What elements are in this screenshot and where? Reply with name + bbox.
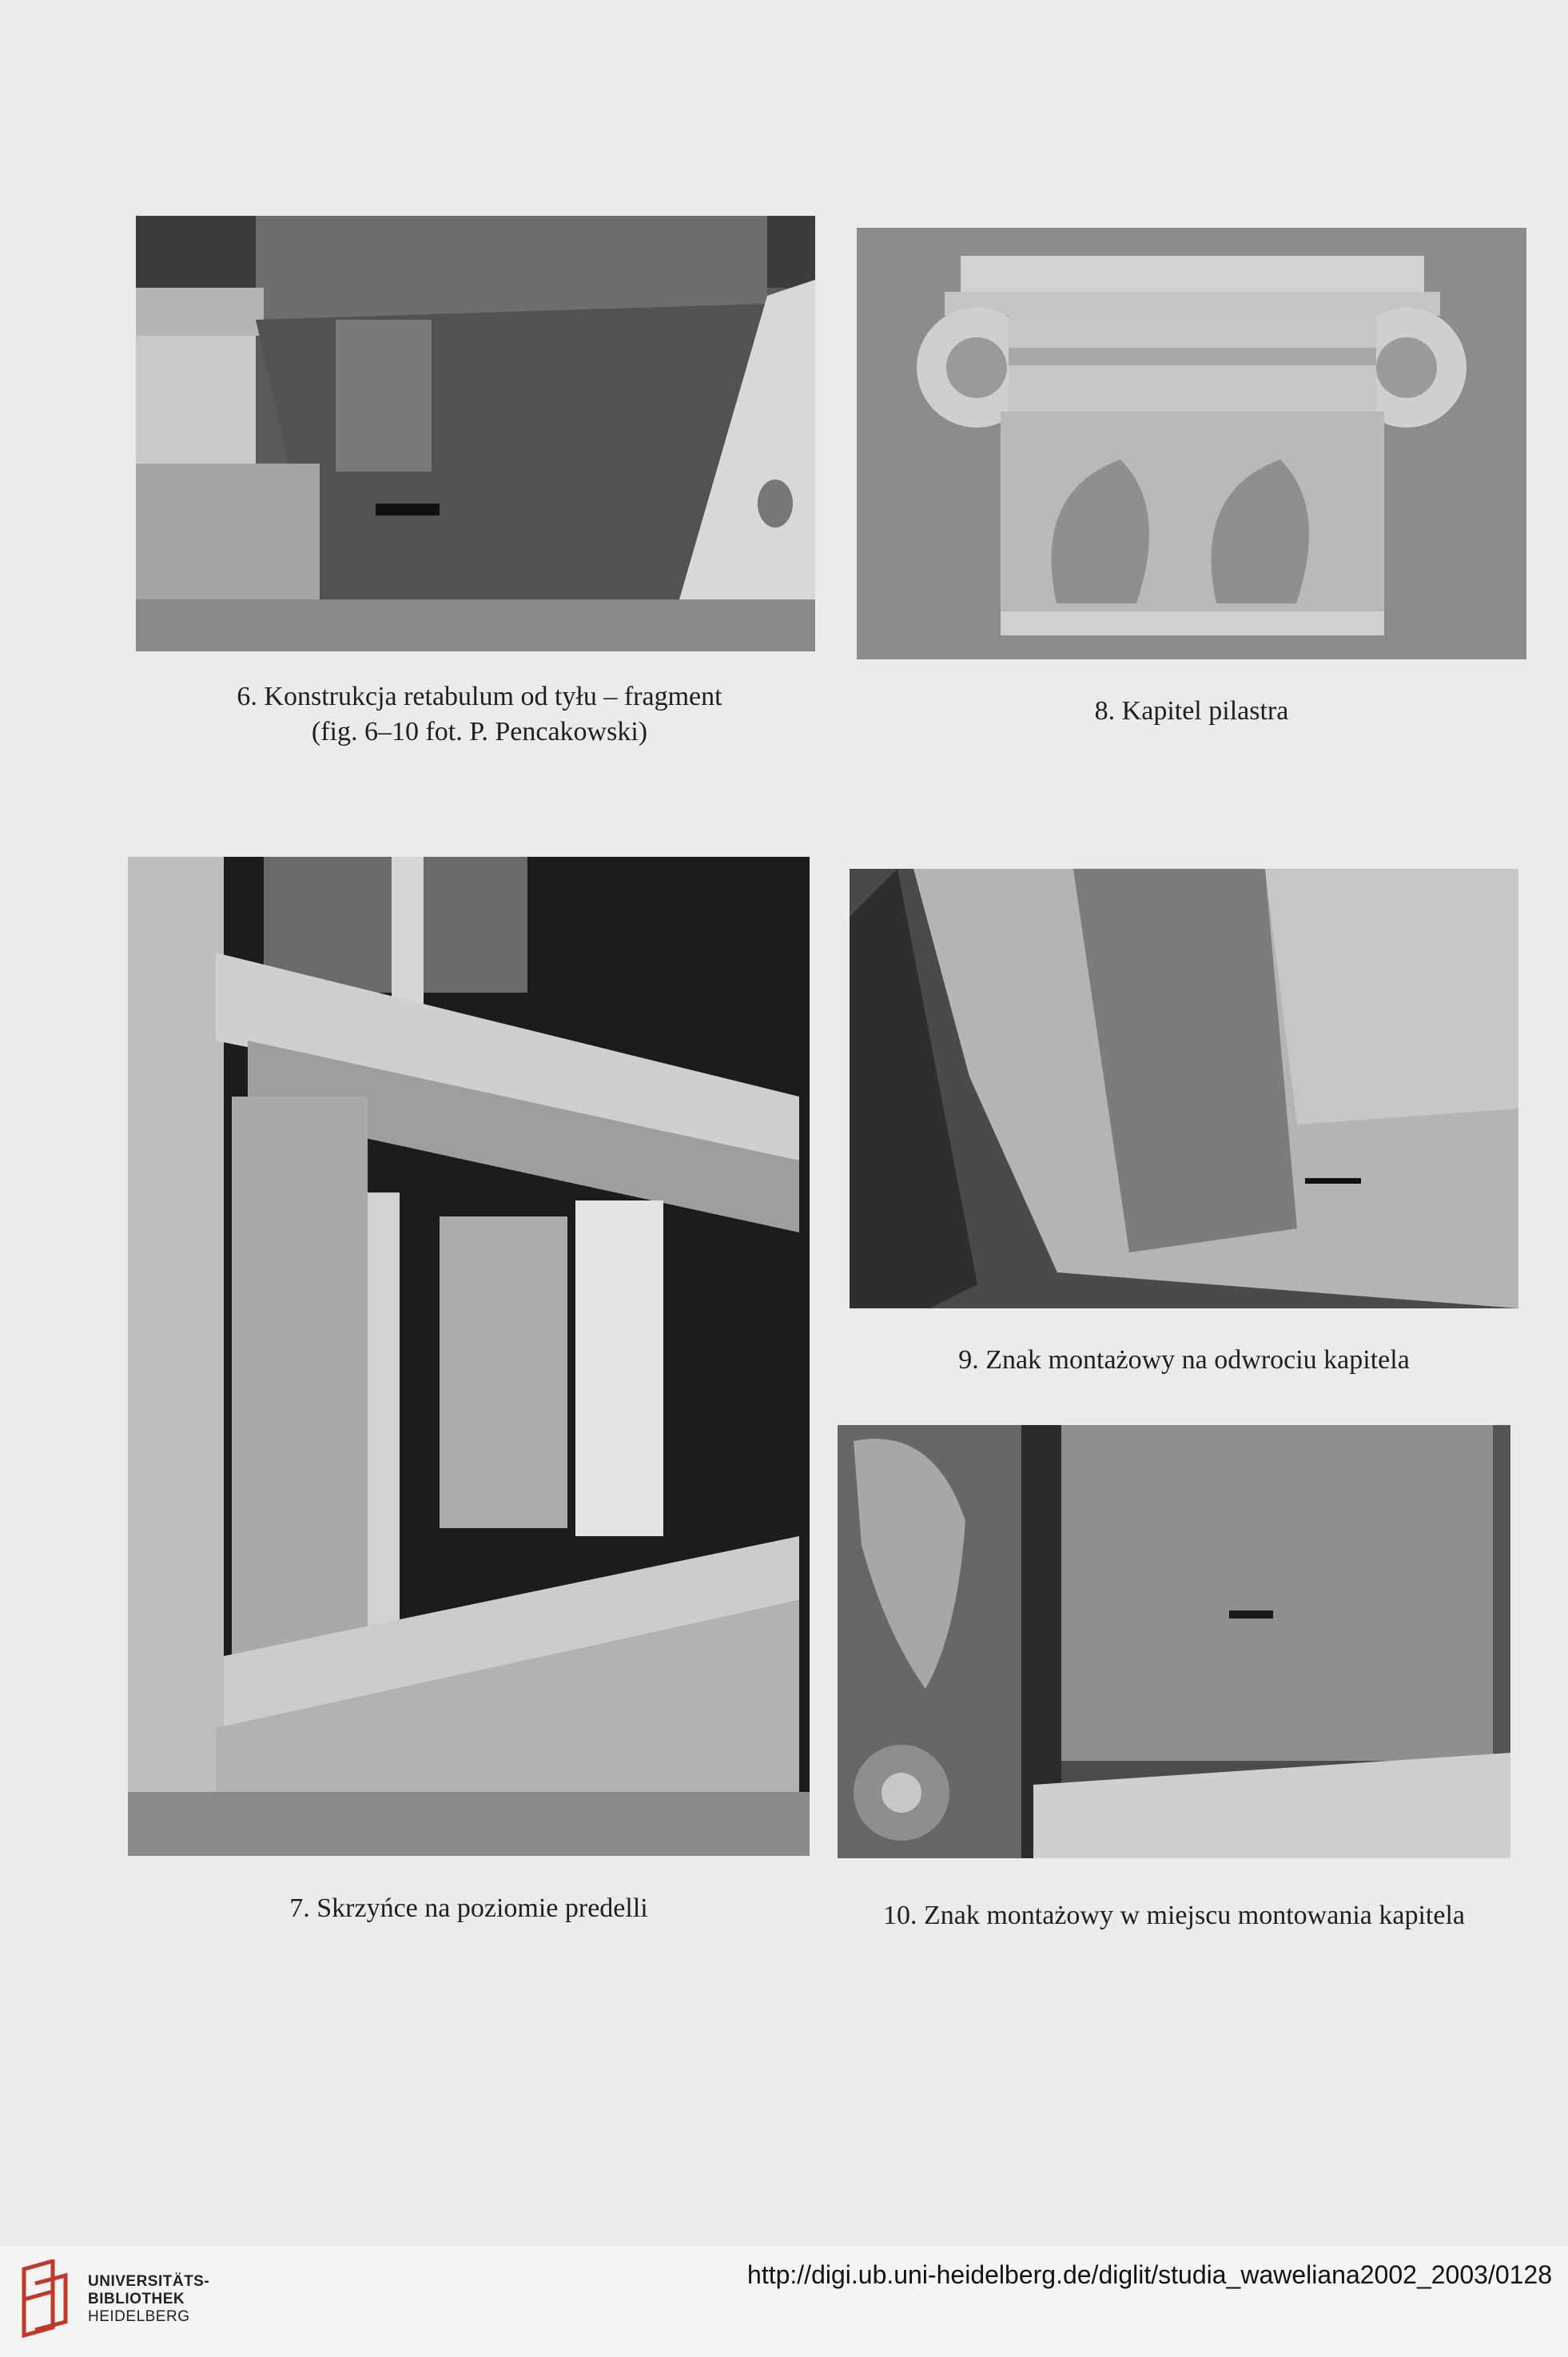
figure-8-caption: 8. Kapitel pilastra	[1094, 696, 1289, 726]
source-url-link[interactable]: http://digi.ub.uni-heidelberg.de/diglit/studia_waweliana2002_2003/0128	[747, 2260, 1552, 2289]
figure-7-photo	[128, 857, 810, 1856]
figure-6-caption-line2: (fig. 6–10 fot. P. Pencakowski)	[311, 717, 648, 747]
library-name-line3: HEIDELBERG	[88, 2308, 190, 2325]
university-library-logo-icon	[18, 2259, 78, 2339]
figure-10-caption: 10. Znak montażowy w miejscu montowania kapitela	[883, 1901, 1465, 1930]
figure-9-caption: 9. Znak montażowy na odwrociu kapitela	[958, 1345, 1410, 1375]
figure-10-photo	[838, 1425, 1510, 1858]
library-name-line1: UNIVERSITÄTS-	[88, 2273, 210, 2290]
figure-9-photo	[850, 869, 1518, 1308]
library-name	[88, 2273, 209, 2326]
figure-7-caption: 7. Skrzyńce na poziomie predelli	[289, 1893, 648, 1923]
library-name-line2: BIBLIOTHEK	[88, 2291, 185, 2307]
figure-6-caption	[136, 679, 823, 750]
figure-6-photo	[136, 216, 815, 651]
figure-6-caption-line1: 6. Konstrukcja retabulum od tyłu – fragment	[237, 682, 722, 711]
figure-8-photo	[857, 228, 1526, 659]
